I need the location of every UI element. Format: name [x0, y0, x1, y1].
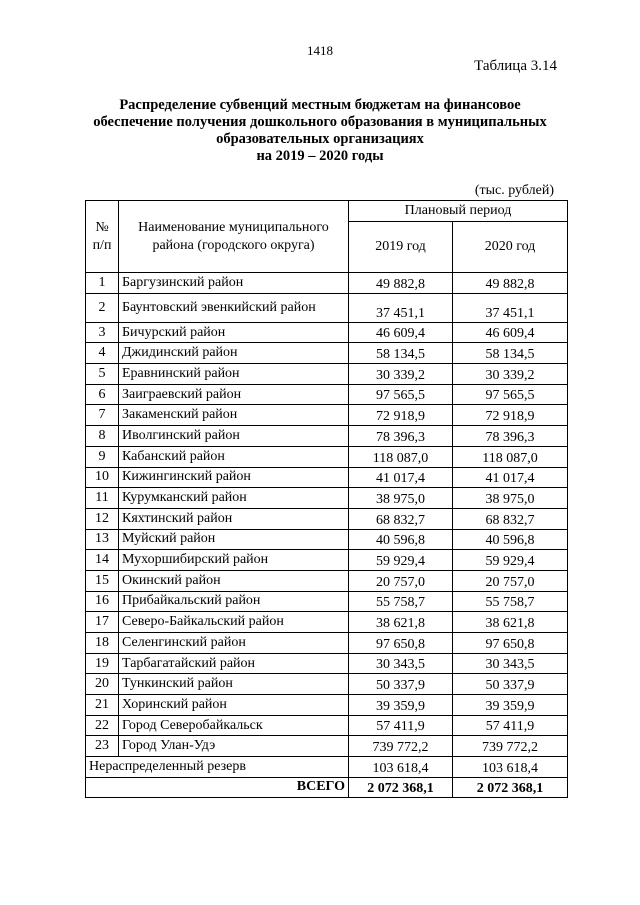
- header-number: № п/п: [86, 201, 119, 273]
- row-number: 9: [86, 446, 119, 467]
- row-number: 23: [86, 736, 119, 757]
- row-number: 20: [86, 674, 119, 695]
- row-value-2019: 30 343,5: [349, 653, 453, 674]
- reserve-label: Нераспределенный резерв: [86, 757, 349, 778]
- row-name: Тарбагатайский район: [119, 653, 349, 674]
- row-value-2019: 37 451,1: [349, 293, 453, 322]
- row-number: 18: [86, 633, 119, 654]
- table-title: [60, 97, 580, 165]
- table-row: [86, 446, 568, 467]
- reserve-row: [86, 757, 568, 778]
- row-name: Селенгинский район: [119, 633, 349, 654]
- table-row: [86, 426, 568, 447]
- table-row: [86, 273, 568, 294]
- subvention-table: [85, 200, 568, 798]
- table-row: [86, 715, 568, 736]
- row-value-2019: 50 337,9: [349, 674, 453, 695]
- row-value-2019: 20 757,0: [349, 570, 453, 591]
- table-row: [86, 570, 568, 591]
- row-name: Окинский район: [119, 570, 349, 591]
- row-number: 6: [86, 384, 119, 405]
- title-line: Распределение субвенций местным бюджетам на финансовое: [119, 97, 521, 113]
- row-name: Заиграевский район: [119, 384, 349, 405]
- row-number: 16: [86, 591, 119, 612]
- table-row: [86, 612, 568, 633]
- row-number: 21: [86, 695, 119, 716]
- row-value-2019: 97 565,5: [349, 384, 453, 405]
- row-name: Курумканский район: [119, 488, 349, 509]
- row-name: Еравнинский район: [119, 364, 349, 385]
- row-name: Баунтовский эвенкийский район: [119, 293, 349, 322]
- row-number: 10: [86, 467, 119, 488]
- table-row: [86, 343, 568, 364]
- row-number: 15: [86, 570, 119, 591]
- row-value-2020: 30 343,5: [453, 653, 568, 674]
- row-number: 13: [86, 529, 119, 550]
- row-name: Кижингинский район: [119, 467, 349, 488]
- row-value-2020: 30 339,2: [453, 364, 568, 385]
- row-name: Муйский район: [119, 529, 349, 550]
- row-name: Иволгинский район: [119, 426, 349, 447]
- table-row: [86, 405, 568, 426]
- table-row: [86, 674, 568, 695]
- row-value-2019: 41 017,4: [349, 467, 453, 488]
- row-value-2019: 97 650,8: [349, 633, 453, 654]
- row-value-2019: 118 087,0: [349, 446, 453, 467]
- header-year-2020: 2020 год: [453, 222, 568, 273]
- title-line: на 2019 – 2020 годы: [256, 148, 384, 164]
- row-value-2019: 30 339,2: [349, 364, 453, 385]
- row-name: Город Северобайкальск: [119, 715, 349, 736]
- header-name: Наименование муниципального района (городского округа): [119, 201, 349, 273]
- table-row: [86, 384, 568, 405]
- row-number: 3: [86, 322, 119, 343]
- row-number: 14: [86, 550, 119, 571]
- table-row: [86, 653, 568, 674]
- row-value-2020: 20 757,0: [453, 570, 568, 591]
- table-number: Таблица 3.14: [474, 58, 557, 74]
- title-line: обеспечение получения дошкольного образования в муниципальных: [93, 114, 547, 130]
- page-number: 1418: [307, 43, 333, 58]
- table-row: [86, 529, 568, 550]
- row-value-2020: 57 411,9: [453, 715, 568, 736]
- table-row: [86, 322, 568, 343]
- row-number: 4: [86, 343, 119, 364]
- row-value-2020: 49 882,8: [453, 273, 568, 294]
- row-value-2020: 72 918,9: [453, 405, 568, 426]
- row-value-2019: 739 772,2: [349, 736, 453, 757]
- row-value-2019: 58 134,5: [349, 343, 453, 364]
- row-number: 2: [86, 293, 119, 322]
- row-value-2020: 40 596,8: [453, 529, 568, 550]
- row-value-2020: 38 621,8: [453, 612, 568, 633]
- row-name: Баргузинский район: [119, 273, 349, 294]
- table-row: [86, 293, 568, 322]
- row-name: Тункинский район: [119, 674, 349, 695]
- total-2020: 2 072 368,1: [453, 777, 568, 797]
- row-name: Бичурский район: [119, 322, 349, 343]
- row-number: 5: [86, 364, 119, 385]
- table-row: [86, 467, 568, 488]
- reserve-2019: 103 618,4: [349, 757, 453, 778]
- table-row: [86, 508, 568, 529]
- row-name: Город Улан-Удэ: [119, 736, 349, 757]
- table-row: [86, 695, 568, 716]
- row-value-2019: 40 596,8: [349, 529, 453, 550]
- row-value-2020: 59 929,4: [453, 550, 568, 571]
- row-name: Прибайкальский район: [119, 591, 349, 612]
- reserve-2020: 103 618,4: [453, 757, 568, 778]
- row-value-2019: 38 975,0: [349, 488, 453, 509]
- row-value-2020: 55 758,7: [453, 591, 568, 612]
- table-body: [86, 273, 568, 757]
- row-number: 17: [86, 612, 119, 633]
- units-label: (тыс. рублей): [474, 183, 554, 198]
- table-row: [86, 736, 568, 757]
- row-value-2019: 55 758,7: [349, 591, 453, 612]
- table-row: [86, 550, 568, 571]
- row-name: Мухоршибирский район: [119, 550, 349, 571]
- header-year-2019: 2019 год: [349, 222, 453, 273]
- row-name: Северо-Байкальский район: [119, 612, 349, 633]
- row-number: 7: [86, 405, 119, 426]
- row-name: Кабанский район: [119, 446, 349, 467]
- row-value-2019: 59 929,4: [349, 550, 453, 571]
- row-number: 22: [86, 715, 119, 736]
- row-value-2020: 78 396,3: [453, 426, 568, 447]
- row-value-2020: 46 609,4: [453, 322, 568, 343]
- total-label: ВСЕГО: [86, 777, 349, 797]
- header-planned-period: Плановый период: [349, 201, 568, 222]
- row-value-2019: 49 882,8: [349, 273, 453, 294]
- title-line: образовательных организациях: [216, 131, 424, 147]
- row-value-2020: 68 832,7: [453, 508, 568, 529]
- row-name: Джидинский район: [119, 343, 349, 364]
- row-value-2019: 57 411,9: [349, 715, 453, 736]
- table-row: [86, 488, 568, 509]
- row-name: Хоринский район: [119, 695, 349, 716]
- row-number: 12: [86, 508, 119, 529]
- row-value-2019: 78 396,3: [349, 426, 453, 447]
- row-number: 8: [86, 426, 119, 447]
- table-row: [86, 633, 568, 654]
- row-value-2020: 39 359,9: [453, 695, 568, 716]
- total-row: [86, 777, 568, 797]
- row-value-2020: 41 017,4: [453, 467, 568, 488]
- row-value-2019: 46 609,4: [349, 322, 453, 343]
- row-value-2020: 38 975,0: [453, 488, 568, 509]
- row-value-2020: 739 772,2: [453, 736, 568, 757]
- row-number: 11: [86, 488, 119, 509]
- table-row: [86, 591, 568, 612]
- row-number: 1: [86, 273, 119, 294]
- row-value-2019: 72 918,9: [349, 405, 453, 426]
- row-value-2019: 68 832,7: [349, 508, 453, 529]
- row-value-2020: 50 337,9: [453, 674, 568, 695]
- total-2019: 2 072 368,1: [349, 777, 453, 797]
- row-value-2020: 118 087,0: [453, 446, 568, 467]
- row-name: Закаменский район: [119, 405, 349, 426]
- row-name: Кяхтинский район: [119, 508, 349, 529]
- row-value-2020: 58 134,5: [453, 343, 568, 364]
- row-number: 19: [86, 653, 119, 674]
- table-row: [86, 364, 568, 385]
- row-value-2019: 39 359,9: [349, 695, 453, 716]
- row-value-2020: 37 451,1: [453, 293, 568, 322]
- row-value-2020: 97 565,5: [453, 384, 568, 405]
- row-value-2020: 97 650,8: [453, 633, 568, 654]
- row-value-2019: 38 621,8: [349, 612, 453, 633]
